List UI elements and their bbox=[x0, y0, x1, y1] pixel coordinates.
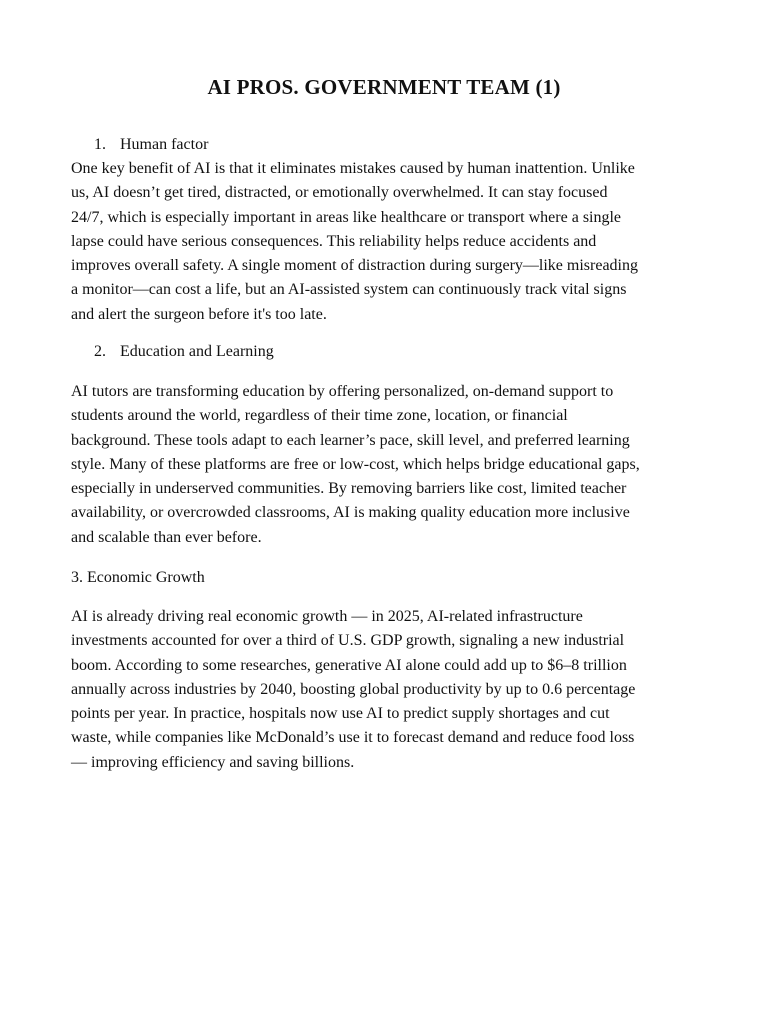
paragraph-line: improves overall safety. A single moment of distraction during surgery—like misreading bbox=[71, 257, 638, 275]
section-paragraph-economic-growth bbox=[71, 605, 701, 775]
paragraph-line: and scalable than ever before. bbox=[71, 528, 262, 546]
section-heading-human-factor bbox=[94, 133, 208, 157]
paragraph-line: availability, or overcrowded classrooms, AI is making quality education more inclusive bbox=[71, 504, 630, 522]
paragraph-line: lapse could have serious consequences. This reliability helps reduce accidents and bbox=[71, 232, 597, 250]
paragraph-line: boom. According to some researches, generative AI alone could add up to $6–8 trillion bbox=[71, 656, 627, 674]
paragraph-line: AI is already driving real economic growth — in 2025, AI-related infrastructure bbox=[71, 608, 583, 625]
paragraph-line: One key benefit of AI is that it eliminates mistakes caused by human inattention. Unlike bbox=[71, 160, 635, 177]
section-heading-education bbox=[94, 340, 274, 364]
paragraph-line: annually across industries by 2040, boosting global productivity by up to 0.6 percentage bbox=[71, 680, 636, 698]
paragraph-line: points per year. In practice, hospitals now use AI to predict supply shortages and cut bbox=[71, 705, 610, 723]
paragraph-line: students around the world, regardless of their time zone, location, or financial bbox=[71, 407, 568, 425]
paragraph-line: AI tutors are transforming education by offering personalized, on-demand support to bbox=[71, 383, 614, 400]
paragraph-line: especially in underserved communities. By removing barriers like cost, limited teacher bbox=[71, 480, 627, 498]
section-heading-economic-growth: 3. Economic Growth bbox=[71, 569, 205, 586]
section-paragraph-education bbox=[71, 380, 701, 550]
section-heading-label: Human factor bbox=[120, 136, 209, 153]
paragraph-line: and alert the surgeon before it's too late. bbox=[71, 305, 327, 323]
paragraph-line: — improving efficiency and saving billions. bbox=[71, 753, 355, 771]
section-number: 1. bbox=[94, 136, 106, 153]
section-heading-label: Education and Learning bbox=[120, 343, 274, 360]
paragraph-line: 24/7, which is especially important in areas like healthcare or transport where a single bbox=[71, 208, 622, 226]
section-number: 2. bbox=[94, 343, 106, 360]
paragraph-line: a monitor—can cost a life, but an AI-assisted system can continuously track vital signs bbox=[71, 281, 627, 299]
paragraph-line: background. These tools adapt to each learner’s pace, skill level, and preferred learning bbox=[71, 431, 630, 449]
paragraph-line: waste, while companies like McDonald’s use it to forecast demand and reduce food loss bbox=[71, 729, 635, 747]
paragraph-line: us, AI doesn’t get tired, distracted, or emotionally overwhelmed. It can stay focused bbox=[71, 184, 608, 202]
paragraph-line: investments accounted for over a third of U.S. GDP growth, signaling a new industrial bbox=[71, 632, 625, 650]
section-paragraph-human-factor bbox=[71, 157, 701, 327]
paragraph-line: style. Many of these platforms are free or low-cost, which helps bridge educational gaps, bbox=[71, 455, 640, 473]
document-title: AI PROS. GOVERNMENT TEAM (1) bbox=[207, 75, 561, 99]
